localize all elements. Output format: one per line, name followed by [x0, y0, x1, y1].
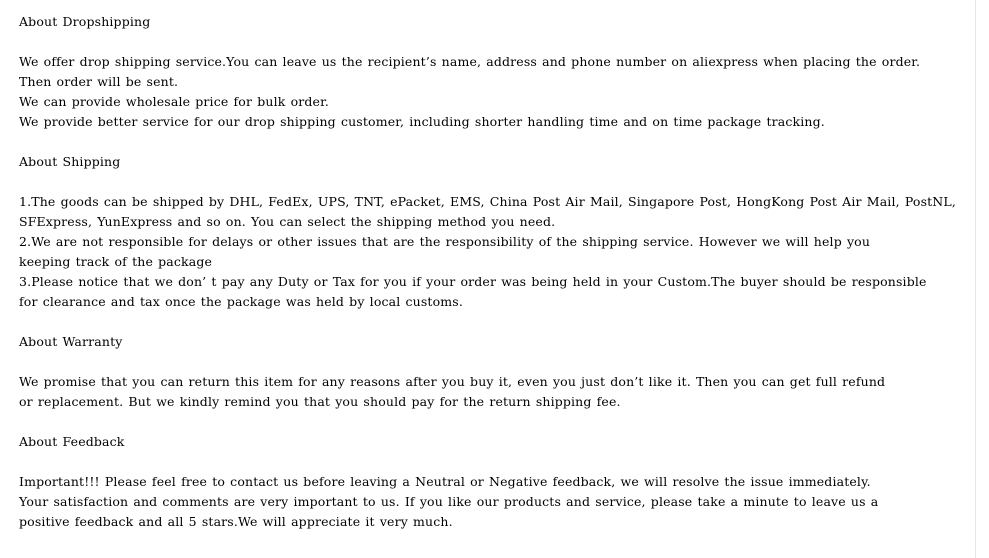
- warranty-line-2: or replacement. But we kindly remind you that you should pay for the return shipping fee.: [19, 394, 621, 409]
- shipping-line-1: 1.The goods can be shipped by DHL, FedEx, UPS, TNT, ePacket, EMS, China Post Air Mail, Singapore Post, HongKong Post Air Mail, PostNL,: [19, 194, 956, 209]
- warranty-line-1: We promise that you can return this item for any reasons after you buy it, even you just don’t like it. Then you can get full refund: [19, 374, 886, 389]
- feedback-line-3: positive feedback and all 5 stars.We will appreciate it very much.: [19, 514, 453, 529]
- shipping-line-3: 2.We are not responsible for delays or other issues that are the responsibility of the shipping service. However we will help you: [19, 234, 871, 249]
- vertical-scrollbar[interactable]: [975, 0, 989, 558]
- spacer: [19, 132, 969, 152]
- spacer: [19, 172, 969, 192]
- shipping-line-4: keeping track of the package: [19, 254, 213, 269]
- shipping-line-6: for clearance and tax once the package was held by local customs.: [19, 294, 463, 309]
- section-heading-warranty: About Warranty: [19, 334, 123, 349]
- spacer: [19, 412, 969, 432]
- spacer: [19, 32, 969, 52]
- feedback-line-1: Important!!! Please feel free to contact us before leaving a Neutral or Negative feedback, we will resolve the issue immediately.: [19, 474, 871, 489]
- spacer: [19, 352, 969, 372]
- spacer: [19, 452, 969, 472]
- section-heading-feedback: About Feedback: [19, 434, 125, 449]
- section-heading-dropshipping: About Dropshipping: [19, 14, 151, 29]
- document-content: [19, 12, 969, 532]
- spacer: [19, 312, 969, 332]
- feedback-line-2: Your satisfaction and comments are very important to us. If you like our products and service, please take a minute to leave us a: [19, 494, 879, 509]
- section-heading-shipping: About Shipping: [19, 154, 121, 169]
- dropshipping-line-2: Then order will be sent.: [19, 74, 179, 89]
- shipping-line-2: SFExpress, YunExpress and so on. You can select the shipping method you need.: [19, 214, 556, 229]
- dropshipping-line-3: We can provide wholesale price for bulk order.: [19, 94, 329, 109]
- dropshipping-line-1: We offer drop shipping service.You can leave us the recipient’s name, address and phone number on aliexpress when placing the order.: [19, 54, 921, 69]
- dropshipping-line-4: We provide better service for our drop shipping customer, including shorter handling time and on time package tracking.: [19, 114, 825, 129]
- shipping-line-5: 3.Please notice that we don’ t pay any Duty or Tax for you if your order was being held in your Custom.The buyer should be responsible: [19, 274, 927, 289]
